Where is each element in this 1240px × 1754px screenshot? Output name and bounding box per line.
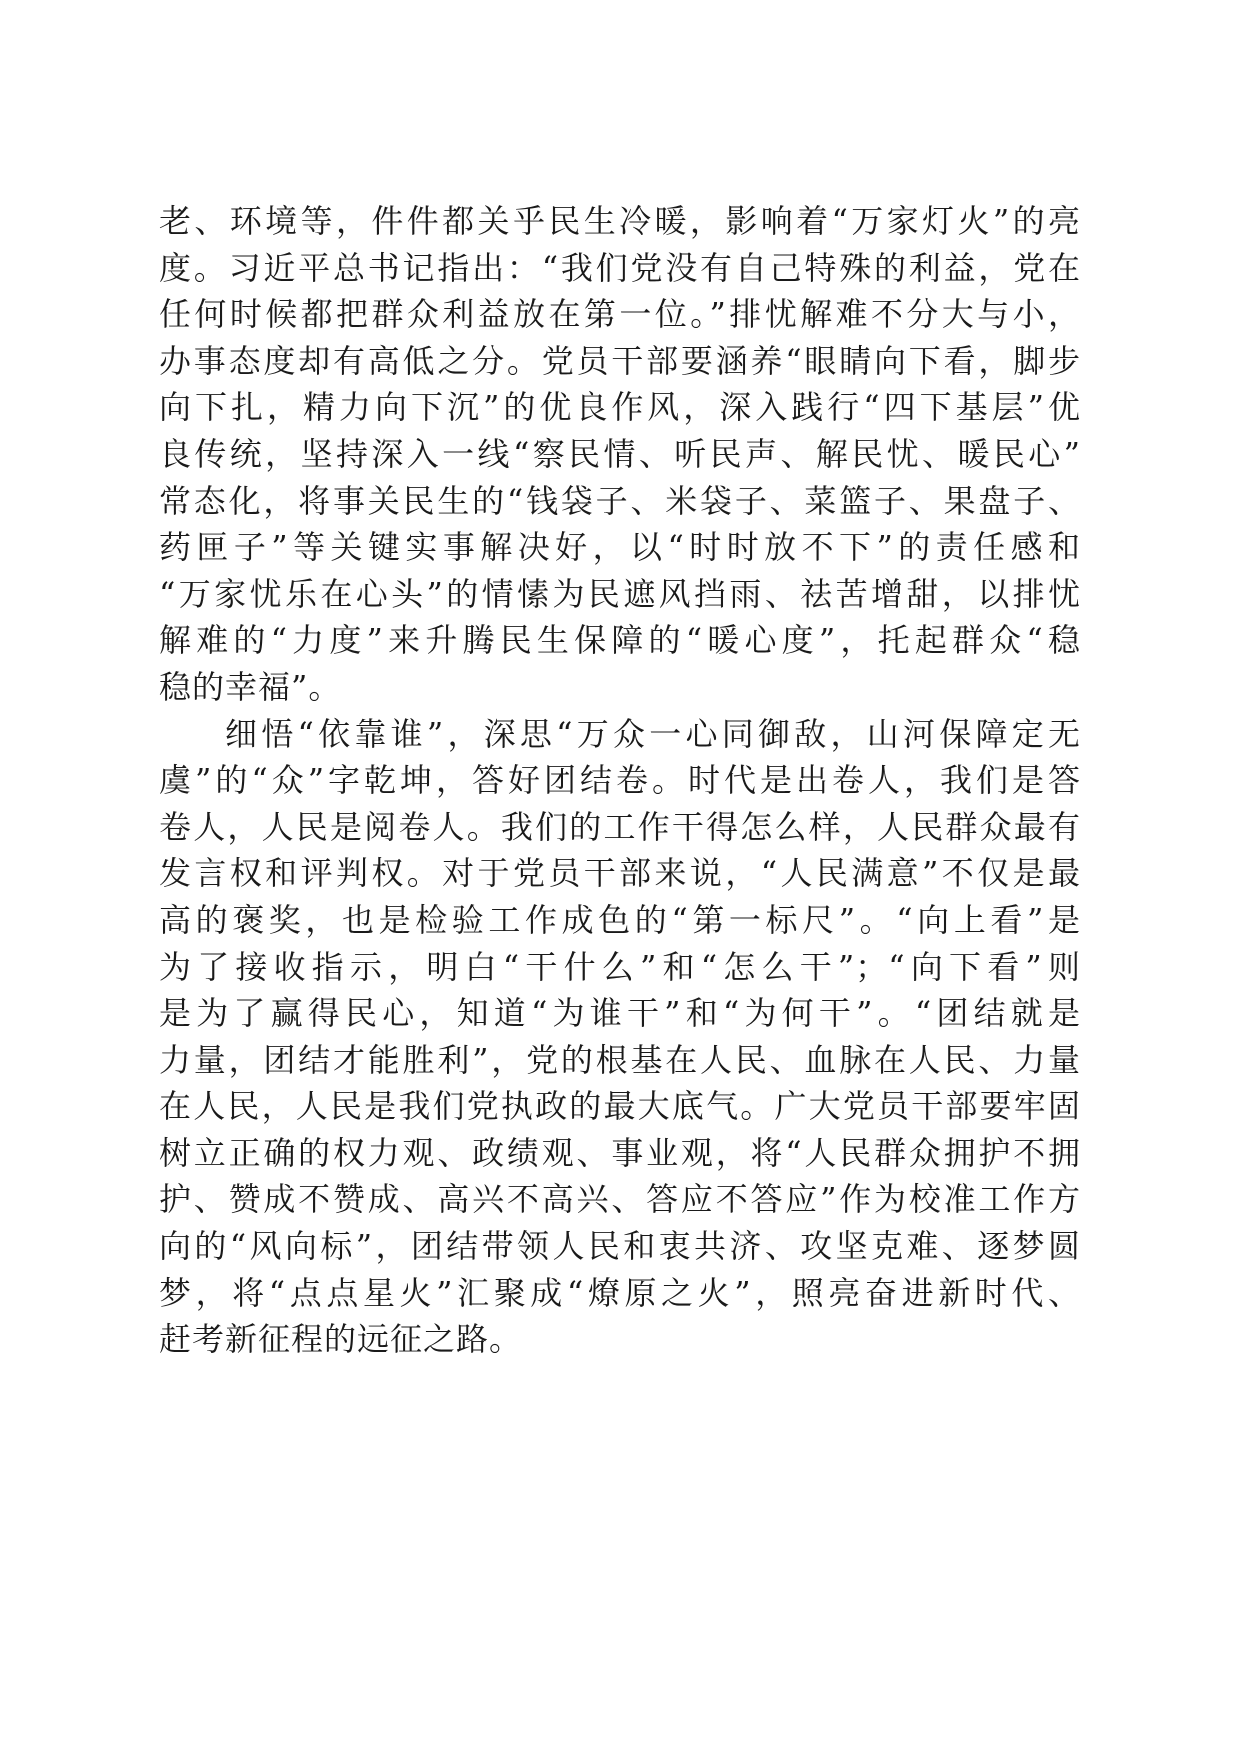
text-line: 办事态度却有高低之分。党员干部要涵养“眼睛向下看，脚步 bbox=[159, 341, 1081, 380]
text-line: 高的褒奖，也是检验工作成色的“第一标尺”。“向上看”是 bbox=[159, 900, 1081, 939]
text-line: 卷人，人民是阅卷人。我们的工作干得怎么样，人民群众最有 bbox=[159, 807, 1081, 846]
text-line: 药匣子”等关键实事解决好，以“时时放不下”的责任感和 bbox=[159, 528, 1081, 567]
text-line: 树立正确的权力观、政绩观、事业观，将“人民群众拥护不拥 bbox=[159, 1133, 1081, 1172]
text-line: 常态化，将事关民生的“钱袋子、米袋子、菜篮子、果盘子、 bbox=[159, 481, 1081, 520]
text-line: 为了接收指示，明白“干什么”和“怎么干”；“向下看”则 bbox=[159, 947, 1081, 986]
text-line: 发言权和评判权。对于党员干部来说，“人民满意”不仅是最 bbox=[159, 854, 1081, 893]
paragraph-2 bbox=[159, 711, 1081, 1363]
paragraph-1 bbox=[159, 198, 1081, 711]
text-line: 任何时候都把群众利益放在第一位。”排忧解难不分大与小， bbox=[159, 295, 1081, 334]
text-line: 度。习近平总书记指出：“我们党没有自己特殊的利益，党在 bbox=[159, 248, 1081, 287]
text-line: 护、赞成不赞成、高兴不高兴、答应不答应”作为校准工作方 bbox=[159, 1180, 1081, 1219]
text-line: 向的“风向标”，团结带领人民和衷共济、攻坚克难、逐梦圆 bbox=[159, 1227, 1081, 1266]
text-line: 老、环境等，件件都关乎民生冷暖，影响着“万家灯火”的亮 bbox=[159, 202, 1081, 240]
text-line: 力量，团结才能胜利”，党的根基在人民、血脉在人民、力量 bbox=[159, 1040, 1081, 1079]
text-line: 良传统，坚持深入一线“察民情、听民声、解民忧、暖民心” bbox=[159, 434, 1081, 473]
text-line: 是为了赢得民心，知道“为谁干”和“为何干”。“团结就是 bbox=[159, 994, 1081, 1033]
text-line: 稳的幸福”。 bbox=[159, 667, 342, 706]
text-line: 细悟“依靠谁”，深思“万众一心同御敌，山河保障定无 bbox=[225, 714, 1081, 753]
text-line: 在人民，人民是我们党执政的最大底气。广大党员干部要牢固 bbox=[159, 1087, 1081, 1126]
text-line: 解难的“力度”来升腾民生保障的“暖心度”，托起群众“稳 bbox=[159, 621, 1081, 660]
text-line: 向下扎，精力向下沉”的优良作风，深入践行“四下基层”优 bbox=[159, 388, 1081, 427]
text-line: 虞”的“众”字乾坤，答好团结卷。时代是出卷人，我们是答 bbox=[159, 761, 1081, 800]
text-line: “万家忧乐在心头”的情愫为民遮风挡雨、祛苦增甜，以排忧 bbox=[159, 574, 1081, 613]
document-body bbox=[159, 198, 1081, 1363]
text-line: 赶考新征程的远征之路。 bbox=[159, 1320, 523, 1359]
text-line: 梦，将“点点星火”汇聚成“燎原之火”，照亮奋进新时代、 bbox=[159, 1273, 1081, 1312]
